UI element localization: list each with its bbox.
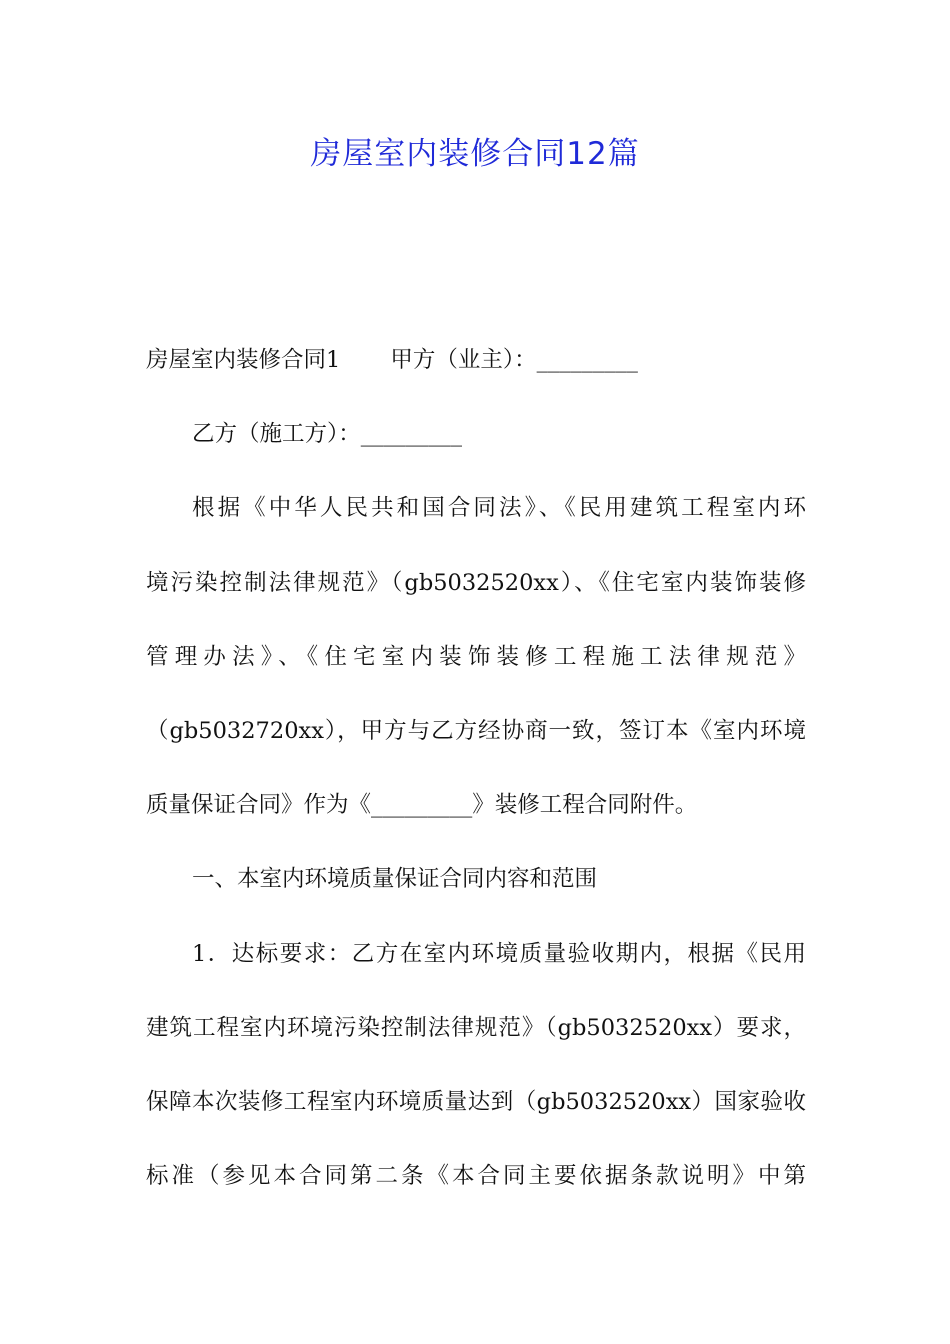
paragraph-line: 管理办法》、《住宅室内装饰装修工程施工法律规范》 — [146, 643, 806, 670]
contract-heading: 房屋室内装修合同1 — [146, 347, 341, 373]
document-body — [146, 338, 806, 1228]
section-heading: 一、本室内环境质量保证合同内容和范围 — [192, 866, 598, 893]
document-title: 房屋室内装修合同12篇 — [310, 136, 640, 172]
paragraph-line: （gb5032720xx），甲方与乙方经协商一致，签订本《室内环境 — [146, 717, 806, 744]
paragraph-line: 1．达标要求：乙方在室内环境质量验收期内，根据《民用 — [192, 940, 806, 967]
paragraph-line: 标准（参见本合同第二条《本合同主要依据条款说明》中第 — [146, 1163, 806, 1190]
paragraph-line: 保障本次装修工程室内环境质量达到（gb5032520xx）国家验收 — [146, 1088, 806, 1115]
party-a-field: 甲方（业主）：_________ — [390, 347, 638, 373]
paragraph-line: 乙方（施工方）：_________ — [192, 421, 463, 448]
paragraph-line: 根据《中华人民共和国合同法》、《民用建筑工程室内环 — [192, 495, 806, 522]
paragraph-line: 质量保证合同》作为《_________》装修工程合同附件。 — [146, 792, 698, 819]
paragraph-line — [146, 338, 806, 412]
paragraph-line: 境污染控制法律规范》（gb5032520xx）、《住宅室内装饰装修 — [146, 569, 806, 596]
paragraph-line: 建筑工程室内环境污染控制法律规范》（gb5032520xx）要求， — [146, 1014, 806, 1041]
